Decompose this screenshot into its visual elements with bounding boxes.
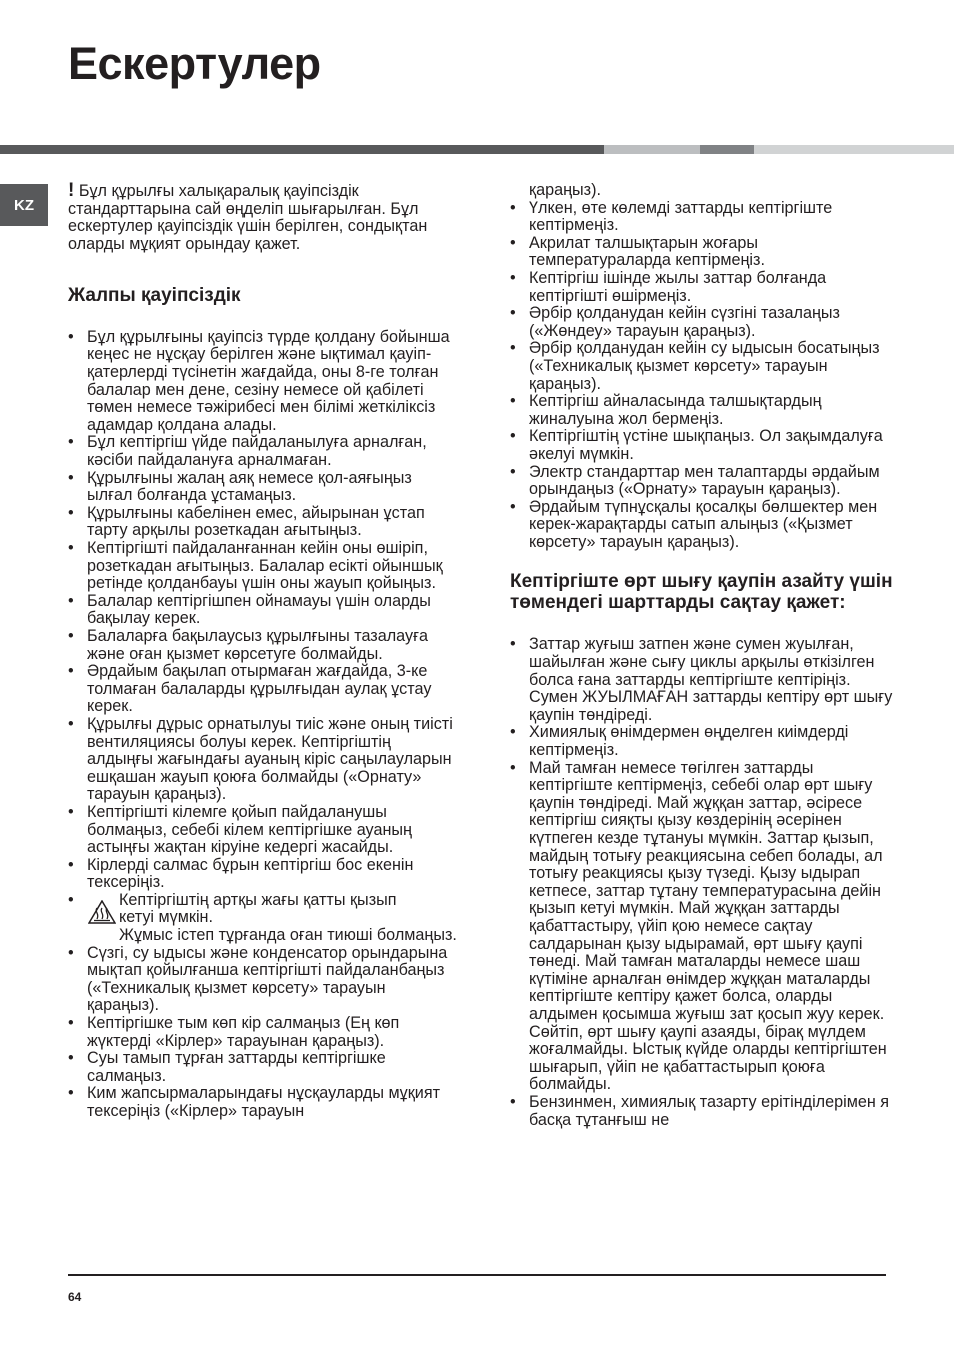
header-bar-mid bbox=[700, 145, 754, 154]
right-column bbox=[510, 182, 900, 1129]
general-safety-list bbox=[68, 329, 460, 1121]
left-column bbox=[68, 182, 460, 1121]
intro-text: Бұл құрылғы халықаралық қауіпсіздік стандарттарына сай өңделіп шығарылған. Бұл ескертулер қауіпсіздік үшін берілген, сондықтан оларды мұқият орындау қажет. bbox=[68, 182, 428, 253]
list-item: • Акрилат талшықтарын жоғары температураларда кептірмеңіз. bbox=[510, 235, 900, 270]
list-item: • Ким жапсырмаларындағы нұсқауларды мұқият тексеріңіз («Кірлер» тарауын bbox=[68, 1085, 460, 1120]
hot-surface-warning-item bbox=[68, 892, 460, 945]
list-item: • Май тамған немесе төгілген заттарды кептіргіште кептірмеңіз, себебі олар өрт шығу қаупін төндіреді. Май жұққан заттар, әсіресе кептіргіш сияқты қызу көздерінің әсерінен күтпеген кезде тұтануы мүмкін. Заттар қызып, майдың тотығу реакциясына себеп болады, ал тотығу реакциясы қызу түзеді. Қызу ыдырап кетпесе, заттар тұтану температурасына дейін қызып кетуі мүмкін. Май жұққан заттарды қабаттастыру, үйіп қою немесе сақтау салдарынан қызу ыдырамай, өрт шығу қаупі төнеді. Май тамған маталарды немесе шаш күтіміне арналған өнімдер жұққан маталарды кептіргіште кептіру қажет болса, оларды алдымен қосымша жуғыш зат қосып жуу керек. Сөйтіп, өрт шығу қаупі азаяды, бірақ мүлдем жоғалмайды. Ыстық күйде оларды кептіргіштен шығарып, үйіп не қабаттастырып қоюға болмайды. bbox=[510, 760, 900, 1094]
list-item: • Бұл кептіргіш үйде пайдаланылуға арналған, кәсіби пайдалануға арналмаған. bbox=[68, 434, 460, 469]
list-item: • Бензинмен, химиялық тазарту ерітінділерімен я басқа тұтанғыш не bbox=[510, 1094, 900, 1129]
list-item: • Электр стандарттар мен талаптарды әрдайым орындаңыз («Орнату» тарауын қараңыз). bbox=[510, 464, 900, 499]
intro-paragraph bbox=[68, 182, 460, 253]
list-item: • Суы тамып тұрған заттарды кептіргішке салмаңыз. bbox=[68, 1050, 460, 1085]
hot-surface-warning-icon bbox=[88, 900, 116, 924]
list-item: • Үлкен, өте көлемді заттарды кептіргіште кептірмеңіз. bbox=[510, 200, 900, 235]
list-item: • Кептіргіштің үстіне шықпаңыз. Ол зақымдалуға әкелуі мүмкін. bbox=[510, 428, 900, 463]
language-tab: KZ bbox=[0, 184, 48, 226]
list-item: • Әрдайым түпнұсқалы қосалқы бөлшектер мен керек-жарақтарды сатып алыңыз («Қызмет көрсету» тарауын қараңыз). bbox=[510, 499, 900, 552]
warning-line-1: Кептіргіштің артқы жағы қатты қызып bbox=[119, 890, 397, 909]
section-title-general-safety: Жалпы қауіпсіздік bbox=[68, 285, 241, 307]
list-item: • Сүзгі, су ыдысы және конденсатор орындарына мықтап қойылғанша кептіргішті пайдаланбаңыз («Техникалық қызмет көрсету» тарауын қараңыз). bbox=[68, 945, 460, 1015]
warning-mark: ! bbox=[68, 180, 75, 201]
list-item: • Әрбір қолданудан кейін сүзгіні тазалаңыз («Жөндеу» тарауын қараңыз). bbox=[510, 305, 900, 340]
list-item: • Құрылғы дұрыс орнатылуы тиіс және оның тиісті вентиляциясы болуы керек. Кептіргіштің алдыңғы жағындағы ауаның кіріс саңылауларын ешқашан жауып қоюға болмайды («Орнату» тарауын қараңыз). bbox=[68, 716, 460, 804]
page-number: 64 bbox=[68, 1290, 82, 1304]
general-safety-list-continued bbox=[510, 182, 900, 551]
section-title-fire-risk: Кептіргіште өрт шығу қаупін азайту үшін төмендегі шарттарды сақтау қажет: bbox=[510, 571, 893, 613]
list-item: • Кірлерді салмас бұрын кептіргіш бос екенін тексеріңіз. bbox=[68, 857, 460, 892]
header-bar-dark bbox=[0, 145, 604, 154]
list-item: • Әрбір қолданудан кейін су ыдысын босатыңыз («Техникалық қызмет көрсету» тарауын қараңыз). bbox=[510, 340, 900, 393]
list-item: • Балалар кептіргішпен ойнамауы үшін оларды бақылау керек. bbox=[68, 593, 460, 628]
header-bar-light-end bbox=[754, 145, 954, 154]
list-item: • Химиялық өнімдермен өңделген киімдерді кептірмеңіз. bbox=[510, 724, 900, 759]
warning-line-2: кетуі мүмкін. bbox=[119, 908, 213, 927]
fire-risk-list bbox=[510, 636, 900, 1129]
list-item: • Кептіргішті кілемге қойып пайдаланушы болмаңыз, себебі кілем кептіргішке ауаның астыңғы жақтан кіруіне кедергі жасайды. bbox=[68, 804, 460, 857]
list-item-continuation: қараңыз). bbox=[529, 181, 601, 199]
list-item: • Құрылғыны кабелінен емес, айырынан ұстап тарту арқылы розеткадан ағытыңыз. bbox=[68, 505, 460, 540]
list-item: • Әрдайым бақылап отырмаған жағдайда, 3-ке толмаған балаларды құрылғыдан аулақ ұстау керек. bbox=[68, 663, 460, 716]
list-item: • Бұл құрылғыны қауіпсіз түрде қолдану бойынша кеңес не нұсқау берілген және ықтимал қауіп-қатерлерді түсінетін жағдайда, оны 8-ге толған балалар мен дене, сезіну немесе ой қабілеті төмен немесе тәжірибесі мен білімі жеткіліксіз адамдар қолдана алады. bbox=[68, 329, 460, 435]
footer-divider bbox=[68, 1274, 886, 1276]
list-item: • Кептіргішті пайдаланғаннан кейін оны өшіріп, розеткадан ағытыңыз. Балалар есікті ойыншық ретінде қолданбауы үшін оны жауып қойыңыз. bbox=[68, 540, 460, 593]
header-bar-light bbox=[604, 145, 700, 154]
list-item: • Кептіргіш айналасында талшықтардың жиналуына жол бермеңіз. bbox=[510, 393, 900, 428]
list-item: • Кептіргішке тым көп кір салмаңыз (Ең көп жүктерді «Кірлер» тарауынан қараңыз). bbox=[68, 1015, 460, 1050]
list-item: • Құрылғыны жалаң аяқ немесе қол-аяғыңыз ылғал болғанда ұстамаңыз. bbox=[68, 470, 460, 505]
warning-line-3: Жұмыс істеп тұрғанда оған тиюші болмаңыз. bbox=[119, 926, 457, 945]
list-item: • Заттар жуғыш затпен және сумен жуылған, шайылған және сығу циклы арқылы өткізілген болса ғана заттарды кептіргіште кептіріңіз. Сумен ЖУЫЛМАҒАН заттарды кептіру өрт шығу қаупін төндіреді. bbox=[510, 636, 900, 724]
page-title: Ескертулер bbox=[68, 38, 321, 89]
list-item: • Балаларға бақылаусыз құрылғыны тазалауға және оған қызмет көрсетуге болмайды. bbox=[68, 628, 460, 663]
list-item: • Кептіргіш ішінде жылы заттар болғанда кептіргішті өшірмеңіз. bbox=[510, 270, 900, 305]
